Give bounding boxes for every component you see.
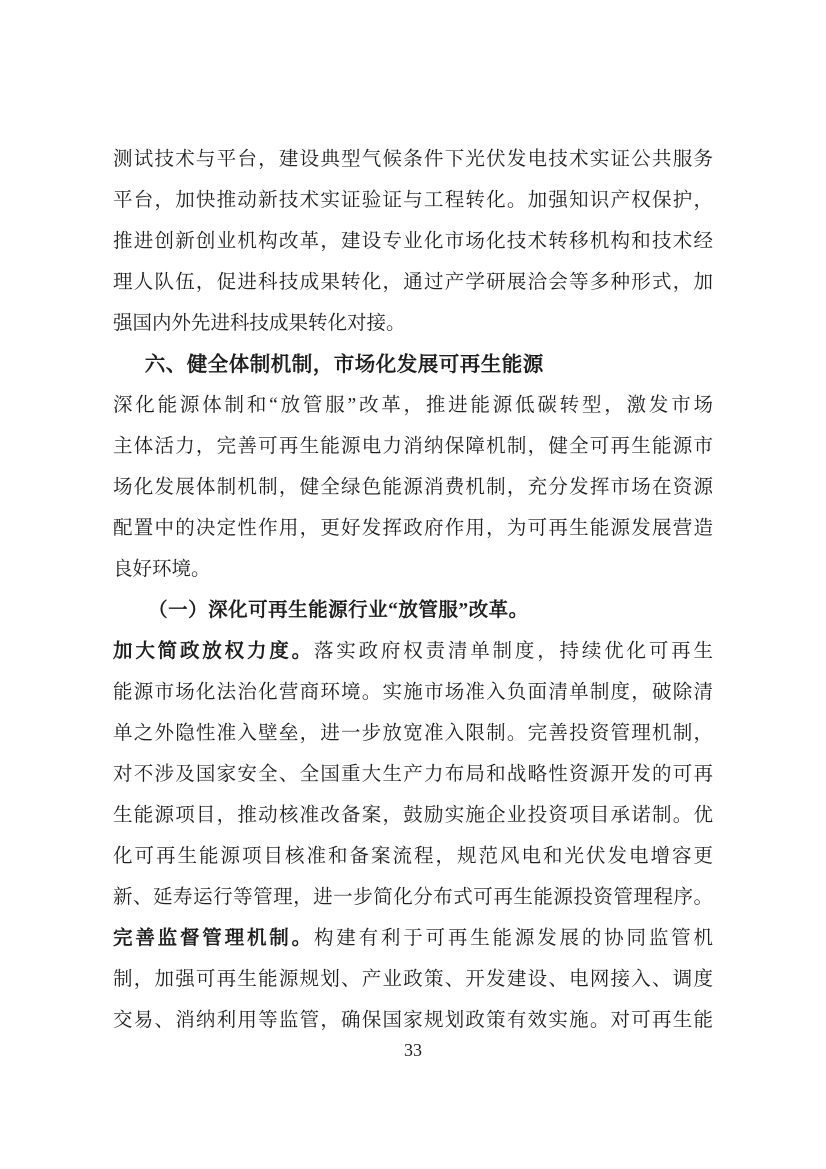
paragraph-tech-transfer-continuation — [113, 139, 713, 344]
bold-lead-in: 完善监督管理机制。 — [113, 928, 314, 949]
bold-lead-in: 加大简政放权力度。 — [113, 641, 314, 662]
text-line: 配置中的决定性作用，更好发挥政府作用，为可再生能源发展营造 — [113, 518, 713, 539]
text-line: 对不涉及国家安全、全国重大生产力布局和战略性资源开发的可再 — [113, 764, 713, 785]
text-line: 推进创新创业机构改革，建设专业化市场化技术转移机构和技术经 — [113, 231, 713, 252]
text-line: 单之外隐性准入壁垒，进一步放宽准入限制。完善投资管理机制， — [113, 723, 713, 744]
subsection-heading: （一）深化可再生能源行业“放管服”改革。 — [148, 600, 529, 621]
text-line: 强国内外先进科技成果转化对接。 — [113, 313, 406, 334]
text-line: 平台，加快推动新技术实证验证与工程转化。加强知识产权保护， — [113, 190, 713, 211]
text-line: 完善监督管理机制。构建有利于可再生能源发展的协同监管机 — [113, 928, 713, 949]
text-line: 制，加强可再生能源规划、产业政策、开发建设、电网接入、调度 — [113, 969, 713, 990]
text-line: 良好环境。 — [113, 559, 211, 580]
text-line: 场化发展体制机制，健全绿色能源消费机制，充分发挥市场在资源 — [113, 477, 713, 498]
paragraph-section-overview — [113, 385, 713, 590]
text-line: 主体活力，完善可再生能源电力消纳保障机制，健全可再生能源市 — [113, 436, 713, 457]
paragraph-supervision-mechanism — [113, 918, 713, 1041]
text-line: 新、延寿运行等管理，进一步简化分布式可再生能源投资管理程序。 — [113, 887, 713, 908]
text-line: 理人队伍，促进科技成果转化，通过产学研展洽会等多种形式，加 — [113, 272, 713, 293]
paragraph-simplify-administration — [113, 631, 713, 918]
section-heading: 六、健全体制机制，市场化发展可再生能源 — [144, 353, 544, 376]
text-line: 化可再生能源项目核准和备案流程，规范风电和光伏发电增容更 — [113, 846, 713, 867]
text-line: 深化能源体制和“放管服”改革，推进能源低碳转型，激发市场 — [113, 395, 713, 416]
text-line: 测试技术与平台，建设典型气候条件下光伏发电技术实证公共服务 — [113, 149, 713, 170]
text-line: 生能源项目，推动核准改备案，鼓励实施企业投资项目承诺制。优 — [113, 805, 713, 826]
page-footer — [113, 1038, 713, 1062]
text-line: 交易、消纳利用等监管，确保国家规划政策有效实施。对可再生能 — [113, 1010, 713, 1031]
text-line: 加大简政放权力度。落实政府权责清单制度，持续优化可再生 — [113, 641, 713, 662]
page-body — [113, 139, 713, 1041]
page-number: 33 — [404, 1040, 422, 1060]
text-line: 能源市场化法治化营商环境。实施市场准入负面清单制度，破除清 — [113, 682, 713, 703]
